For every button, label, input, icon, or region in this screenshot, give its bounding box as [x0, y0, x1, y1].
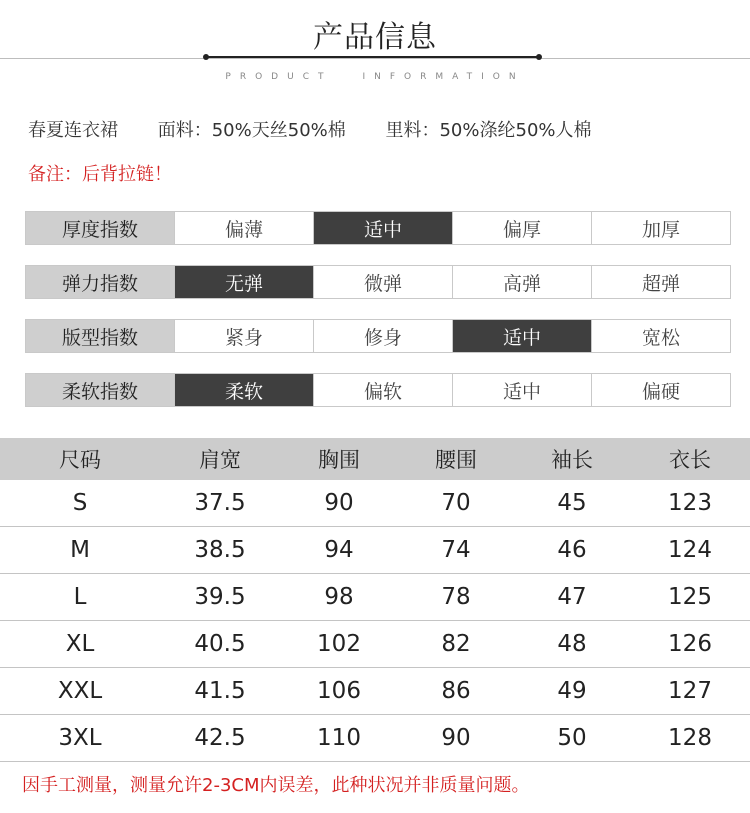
table-row: [0, 574, 750, 621]
table-cell: 123: [630, 480, 750, 527]
index-option-selected: 柔软: [175, 374, 314, 407]
size-cell: M: [0, 527, 160, 574]
table-cell: 98: [280, 574, 398, 621]
lining-info: 里料：50%涤纶50%人棉: [385, 120, 592, 141]
title-underline: [205, 56, 539, 58]
index-option: 偏厚: [453, 212, 592, 245]
table-cell: 39.5: [160, 574, 280, 621]
index-option: 适中: [453, 374, 592, 407]
table-cell: 49: [514, 668, 630, 715]
footer-disclaimer: 因手工测量，测量允许2-3CM内误差，此种状况并非质量问题。: [22, 775, 530, 796]
underline-dot-left: [203, 54, 209, 60]
table-cell: 128: [630, 715, 750, 762]
column-header: 袖长: [514, 438, 630, 480]
index-option: 微弹: [314, 266, 453, 299]
index-label: 厚度指数: [26, 212, 175, 245]
size-cell: XXL: [0, 668, 160, 715]
index-row: [26, 320, 731, 353]
table-cell: 102: [280, 621, 398, 668]
product-type: 春夏连衣裙: [28, 120, 118, 141]
table-cell: 86: [398, 668, 514, 715]
table-cell: 46: [514, 527, 630, 574]
index-option-selected: 适中: [314, 212, 453, 245]
index-option-selected: 适中: [453, 320, 592, 353]
index-table-softness: [25, 373, 731, 407]
table-cell: 90: [398, 715, 514, 762]
title-divider: [0, 58, 750, 59]
table-cell: 47: [514, 574, 630, 621]
index-option: 偏硬: [592, 374, 731, 407]
subtitle-product: PRODUCT: [225, 72, 333, 82]
table-cell: 37.5: [160, 480, 280, 527]
underline-dot-right: [536, 54, 542, 60]
size-cell: S: [0, 480, 160, 527]
table-cell: 127: [630, 668, 750, 715]
index-table-fit: [25, 319, 731, 353]
size-table: [0, 438, 750, 762]
table-cell: 106: [280, 668, 398, 715]
index-option: 超弹: [592, 266, 731, 299]
column-header: 胸围: [280, 438, 398, 480]
index-option: 修身: [314, 320, 453, 353]
table-cell: 82: [398, 621, 514, 668]
index-label: 版型指数: [26, 320, 175, 353]
page-title: 产品信息: [313, 20, 437, 55]
size-cell: XL: [0, 621, 160, 668]
index-row: [26, 266, 731, 299]
index-label: 弹力指数: [26, 266, 175, 299]
size-cell: 3XL: [0, 715, 160, 762]
table-cell: 40.5: [160, 621, 280, 668]
table-cell: 124: [630, 527, 750, 574]
table-cell: 125: [630, 574, 750, 621]
index-option: 偏软: [314, 374, 453, 407]
column-header: 尺码: [0, 438, 160, 480]
index-row: [26, 212, 731, 245]
index-option: 加厚: [592, 212, 731, 245]
product-info: [28, 116, 626, 142]
table-row: [0, 621, 750, 668]
table-cell: 126: [630, 621, 750, 668]
table-row: [0, 715, 750, 762]
index-label: 柔软指数: [26, 374, 175, 407]
table-cell: 94: [280, 527, 398, 574]
subtitle-information: INFORMATION: [362, 72, 525, 82]
index-table-thickness: [25, 211, 731, 245]
table-cell: 42.5: [160, 715, 280, 762]
size-table-header: [0, 438, 750, 480]
index-row: [26, 374, 731, 407]
column-header: 肩宽: [160, 438, 280, 480]
table-cell: 110: [280, 715, 398, 762]
subtitle: [0, 72, 750, 82]
table-cell: 78: [398, 574, 514, 621]
size-cell: L: [0, 574, 160, 621]
table-cell: 45: [514, 480, 630, 527]
column-header: 腰围: [398, 438, 514, 480]
table-cell: 90: [280, 480, 398, 527]
table-cell: 50: [514, 715, 630, 762]
table-row: [0, 668, 750, 715]
index-option: 紧身: [175, 320, 314, 353]
table-cell: 74: [398, 527, 514, 574]
table-cell: 48: [514, 621, 630, 668]
index-option: 偏薄: [175, 212, 314, 245]
note-text: 备注：后背拉链！: [28, 164, 172, 185]
index-table-elasticity: [25, 265, 731, 299]
table-cell: 70: [398, 480, 514, 527]
fabric-info: 面料：50%天丝50%棉: [157, 120, 346, 141]
table-row: [0, 480, 750, 527]
index-option: 高弹: [453, 266, 592, 299]
index-option: 宽松: [592, 320, 731, 353]
table-cell: 38.5: [160, 527, 280, 574]
index-option-selected: 无弹: [175, 266, 314, 299]
table-row: [0, 527, 750, 574]
table-cell: 41.5: [160, 668, 280, 715]
column-header: 衣长: [630, 438, 750, 480]
